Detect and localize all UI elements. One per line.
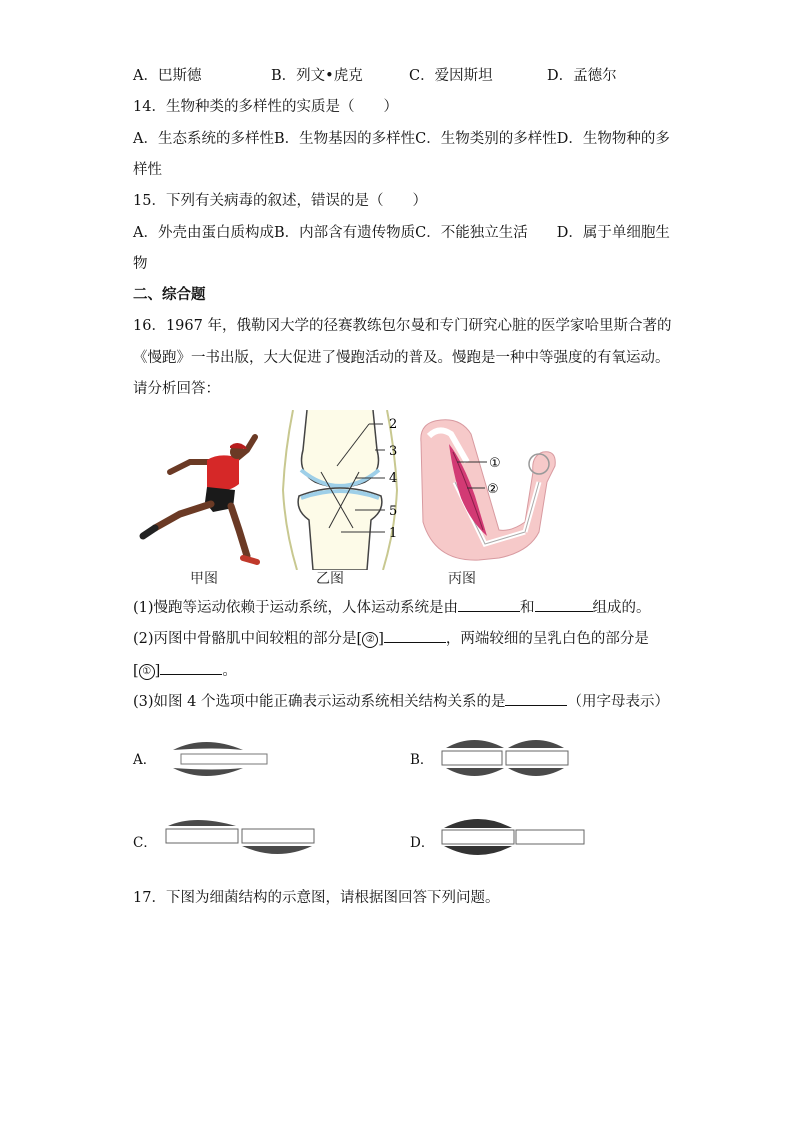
choice-c-figure [160,812,320,862]
joint-label-4: 4 [389,471,398,486]
q13-option-b: B．列文•虎克 [271,68,363,84]
joint-label-3: 3 [389,444,398,459]
choice-d-figure [438,812,588,862]
q16-sub2-suffix: 。 [222,663,237,679]
q14-options: A．生态系统的多样性B．生物基因的多样性C．生物类别的多样性D．生物物种的多 [133,131,670,147]
q14-options-cont: 样性 [133,162,162,178]
q15-options: A．外壳由蛋白质构成B．内部含有遗传物质C．不能独立生活 D．属于单细胞生 [133,225,670,241]
q16-sub2-bracket: ] [378,631,384,647]
joint-label-1: 1 [389,526,398,541]
arm-label-2: ② [487,482,499,497]
choice-a-figure [155,736,275,782]
choice-b-figure [438,734,573,782]
q16-sub1-suffix: 组成的。 [592,600,651,616]
q15-stem: 15．下列有关病毒的叙述，错误的是（ ） [133,193,427,209]
answer-blank-5[interactable] [505,691,567,706]
mark-1: ① [139,664,155,680]
q16-sub1 [133,597,651,618]
q16-stem-3: 请分析回答： [133,381,220,397]
answer-blank-2[interactable] [535,597,593,612]
q15-options-cont: 物 [133,256,148,272]
q13-option-c: C．爱因斯坦 [409,68,493,84]
choice-c-label: C． [133,835,157,851]
q16-sub3-suffix: （用字母表示） [567,694,669,710]
q16-stem-2: 《慢跑》一书出版，大大促进了慢跑活动的普及。慢跑是一种中等强度的有氧运动。 [133,350,670,366]
arm-label-1: ① [489,456,501,471]
joint-figure [275,410,405,570]
runner-figure [135,432,265,572]
choice-a-label: A． [133,752,157,768]
caption-jia: 甲图 [190,571,218,587]
caption-yi: 乙图 [316,571,344,587]
joint-label-5: 5 [389,504,398,519]
q16-sub3 [133,691,669,712]
q16-sub2-line2 [133,660,237,681]
q13-option-d: D．孟德尔 [547,68,617,84]
caption-bing: 丙图 [448,571,476,587]
q16-sub2-mid2: ，两端较细的呈乳白色的部分是 [445,631,649,647]
q14-stem: 14．生物种类的多样性的实质是（ ） [133,99,398,115]
q16-sub2-l2-bracket: ] [154,663,161,679]
answer-blank-4[interactable] [160,660,222,675]
q16-sub2-l2-prefix: [ [133,663,139,679]
arm-muscle-figure [415,412,565,564]
choice-b-label: B． [410,752,434,768]
mark-2: ② [362,632,378,648]
q16-sub2-prefix: (2)丙图中骨骼肌中间较粗的部分是[ [133,631,363,647]
q16-sub1-mid: 和 [520,600,535,616]
q16-sub1-prefix: (1)慢跑等运动依赖于运动系统，人体运动系统是由 [133,600,459,616]
answer-blank-3[interactable] [384,628,446,643]
joint-label-2: 2 [389,417,398,432]
choice-d-label: D． [410,835,435,851]
q17-stem: 17．下图为细菌结构的示意图，请根据图回答下列问题。 [133,890,500,906]
section-title: 二、综合题 [133,287,206,303]
answer-blank-1[interactable] [458,597,520,612]
q16-sub2 [133,628,649,649]
q16-stem-1: 16．1967 年，俄勒冈大学的径赛教练包尔曼和专门研究心脏的医学家哈里斯合著的 [133,318,672,334]
q13-option-a: A．巴斯德 [133,68,202,84]
q16-sub3-text: (3)如图 4 个选项中能正确表示运动系统相关结构关系的是 [133,694,506,710]
